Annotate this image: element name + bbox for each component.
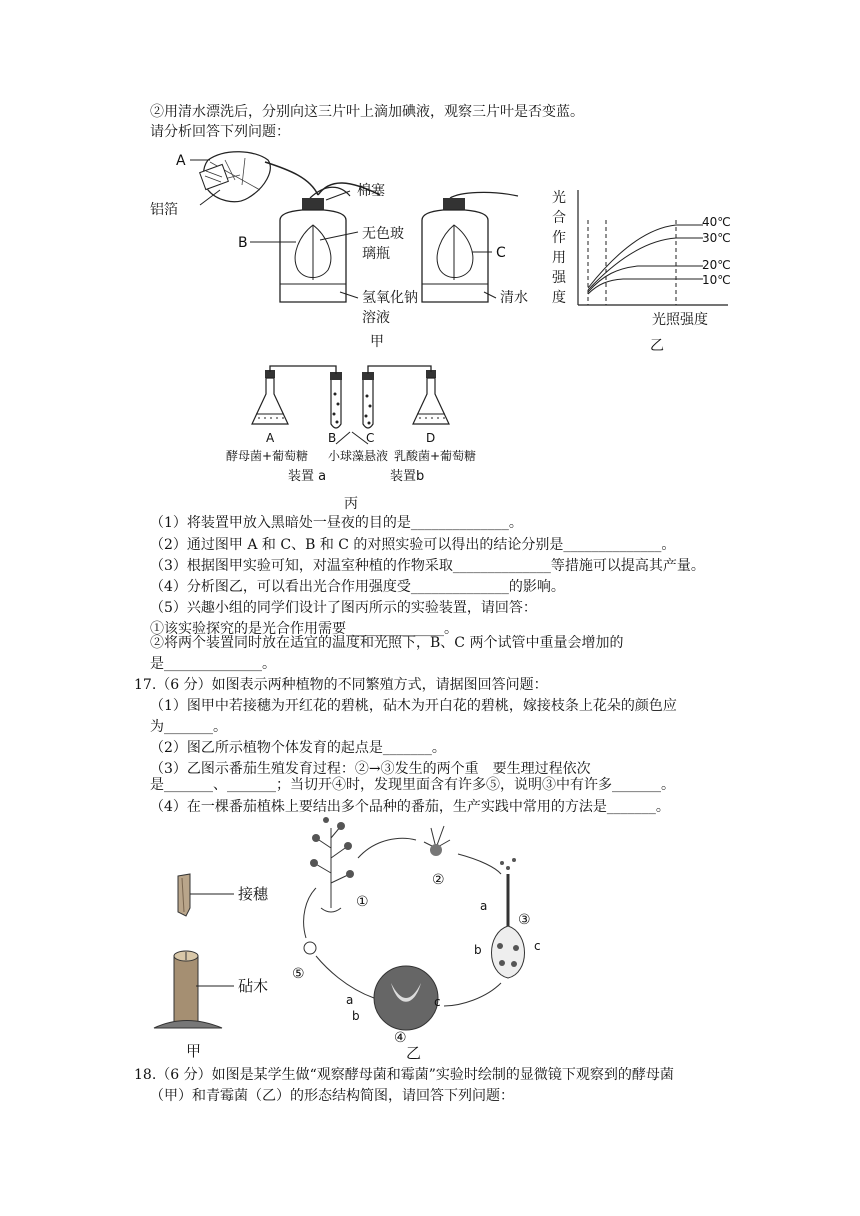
q17-stem: 17.（6 分）如图表示两种植物的不同繁殖方式，请据图回答问题：	[134, 677, 548, 693]
label-foil: 铝箔	[150, 202, 178, 218]
label-30c: 30℃	[702, 231, 731, 245]
label-a-3: a	[480, 899, 488, 913]
label-bottle-2: 璃瓶	[362, 246, 390, 262]
label-chlorella: 小球藻悬液	[328, 449, 389, 463]
label-bing-A: A	[266, 431, 275, 445]
num-3: ③	[518, 912, 531, 928]
q16-p2: （2）通过图甲 A 和 C、B 和 C 的对照实验可以得出的结论分别是______________。	[150, 537, 676, 553]
num-1: ①	[356, 894, 369, 910]
ylabel-1: 光	[552, 190, 566, 206]
ylabel-4: 用	[552, 250, 566, 266]
q18-line2: （甲）和青霉菌（乙）的形态结构简图，请回答下列问题：	[150, 1088, 514, 1104]
q17-p3b: 是_______、_______；当切开④时，发现里面含有许多⑤，说明③中有许多_______。	[150, 777, 675, 793]
label-scion: 接穗	[238, 885, 269, 903]
q16-p5c: 是______________。	[150, 656, 276, 672]
intro-step2: ②用清水漂洗后，分别向这三片叶上滴加碘液，观察三片叶是否变蓝。	[150, 104, 584, 120]
label-cotton: 棉塞	[357, 183, 385, 199]
label-c-4: c	[434, 995, 441, 1009]
label-bing-B: B	[328, 431, 337, 445]
label-stock: 砧木	[238, 977, 269, 995]
label-device-b: 装置b	[390, 469, 425, 484]
label-bing-C: C	[366, 431, 375, 445]
label-b-3: b	[474, 943, 482, 957]
label-a-4: a	[346, 993, 354, 1007]
label-yeast: 酵母菌+葡萄糖	[226, 449, 309, 463]
ylabel-3: 作	[552, 230, 566, 246]
q16-p4: （4）分析图乙，可以看出光合作用强度受______________的影响。	[150, 579, 565, 595]
caption-bing: 丙	[344, 496, 358, 512]
num-5: ⑤	[292, 966, 305, 982]
q16-p5a: ①该实验探究的是光合作用需要______________。	[150, 621, 458, 637]
label-bottle-1: 无色玻	[362, 226, 404, 242]
q16-p5: （5）兴趣小组的同学们设计了图丙所示的实验装置，请回答：	[150, 600, 537, 616]
q16-p3: （3）根据图甲实验可知，对温室种植的作物采取______________等措施可以提高其产量。	[150, 558, 705, 574]
caption-17-yi: 乙	[406, 1044, 422, 1062]
ylabel-2: 合	[552, 210, 566, 226]
q17-p4: （4）在一棵番茄植株上要结出多个品种的番茄，生产实践中常用的方法是_______。	[150, 799, 670, 815]
label-10c: 10℃	[702, 273, 731, 287]
ylabel-6: 度	[552, 290, 566, 306]
label-c-3: c	[534, 939, 541, 953]
figure-jia	[150, 140, 550, 355]
label-b-4: b	[352, 1009, 360, 1023]
label-bing-D: D	[426, 431, 436, 445]
figure-17-jia	[150, 868, 290, 1063]
label-lactic: 乳酸菌+葡萄糖	[394, 449, 477, 463]
figure-yi	[548, 180, 748, 360]
q17-p1a: （1）图甲中若接穗为开红花的碧桃，砧木为开白花的碧桃，嫁接枝条上花朵的颜色应	[150, 698, 677, 714]
xlabel: 光照强度	[652, 312, 708, 328]
figure-bing	[222, 362, 492, 512]
num-4: ④	[394, 1030, 407, 1046]
q16-p5b: ②将两个装置同时放在适宜的温度和光照下，B、C 两个试管中重量会增加的	[150, 635, 624, 651]
label-naoh-2: 溶液	[362, 310, 390, 326]
label-device-a: 装置 a	[288, 469, 327, 484]
label-B: B	[238, 235, 248, 251]
caption-jia: 甲	[370, 334, 384, 350]
intro-ask: 请分析回答下列问题：	[150, 124, 290, 140]
q17-p2: （2）图乙所示植物个体发育的起点是_______。	[150, 740, 446, 756]
q17-p1b: 为_______。	[150, 719, 227, 735]
label-water: 清水	[500, 290, 528, 306]
caption-17-jia: 甲	[186, 1042, 202, 1060]
figure-17-yi	[286, 808, 566, 1063]
ylabel-5: 强	[552, 270, 566, 286]
label-40c: 40℃	[702, 215, 731, 229]
label-C: C	[496, 245, 506, 261]
q16-p1: （1）将装置甲放入黑暗处一昼夜的目的是______________。	[150, 515, 523, 531]
label-naoh-1: 氢氧化钠	[362, 290, 418, 306]
q18-line1: 18.（6 分）如图是某学生做“观察酵母菌和霉菌”实验时绘制的显微镜下观察到的酵母菌	[134, 1067, 674, 1083]
label-A: A	[176, 153, 186, 169]
caption-yi: 乙	[650, 338, 664, 354]
label-20c: 20℃	[702, 258, 731, 272]
q17-p3a: （3）乙图示番茄生殖发育过程：②→③发生的两个重 要生理过程依次	[150, 761, 591, 777]
num-2: ②	[432, 872, 445, 888]
